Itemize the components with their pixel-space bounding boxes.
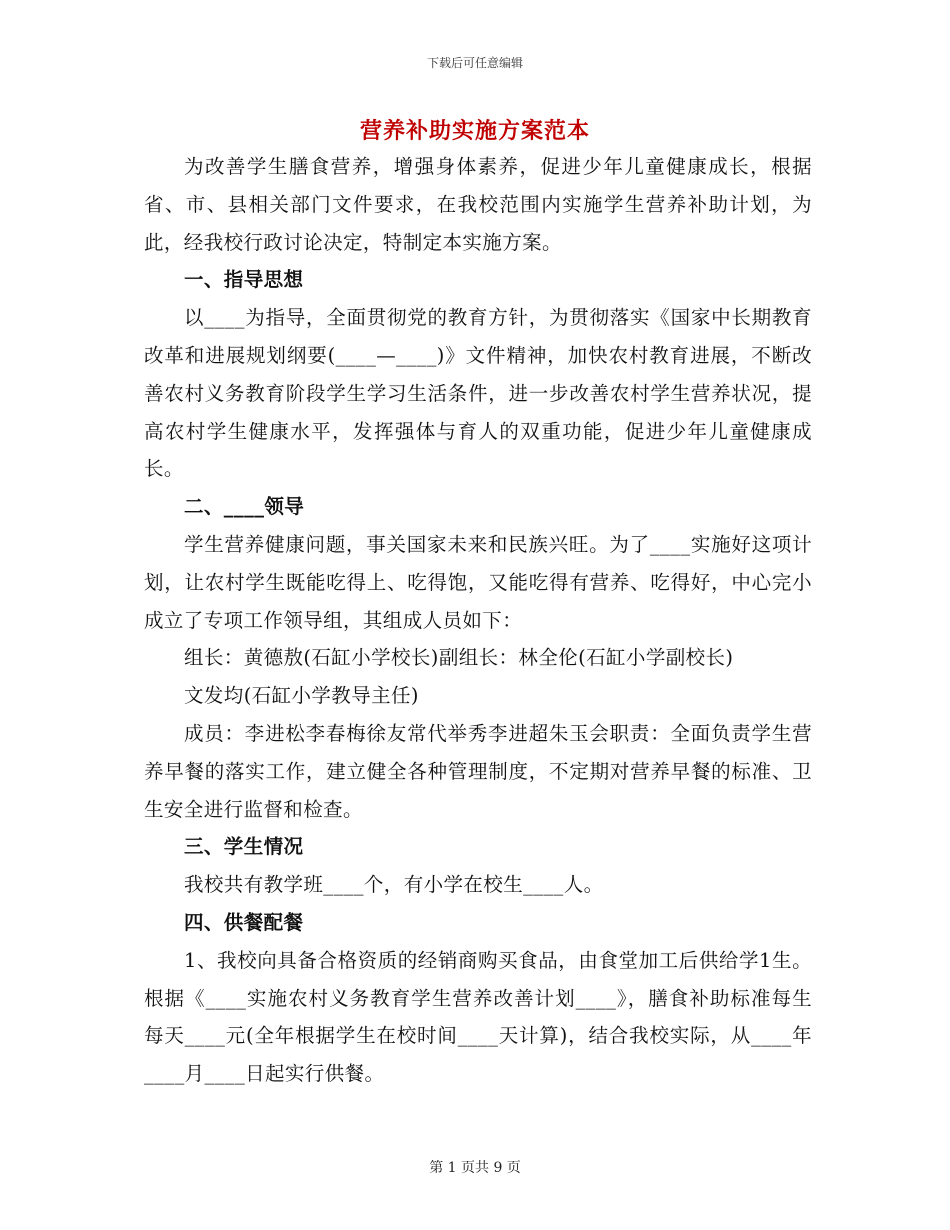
student-situation-paragraph: 我校共有教学班____个，有小学在校生____人。	[184, 873, 604, 897]
members-paragraph: 成员：李进松李春梅徐友常代举秀李进超朱玉会职责：全面负责学生营养早餐的落实工作，建立健全各种管理制度，不定期对营养早餐的标准、卫生安全进行监督和检查。	[144, 721, 812, 821]
leadership-paragraph: 学生营养健康问题，事关国家未来和民族兴旺。为了____实施好这项计划，让农村学生既能吃得上、吃得饱，又能吃得有营养、吃得好，中心完小成立了专项工作领导组，其组成人员如下：	[144, 532, 812, 632]
document-body	[144, 148, 812, 1093]
section-heading-guiding-ideology: 一、指导思想	[184, 268, 304, 292]
guiding-ideology-paragraph: 以____为指导，全面贯彻党的教育方针，为贯彻落实《国家中长期教育改革和进展规划纲要(____—____)》文件精神，加快农村教育进展，不断改善农村义务教育阶段学生学习生活条件，进一步改善农村学生营养状况，提高农村学生健康水平，发挥强体与育人的双重功能，促进少年儿童健康成长。	[144, 306, 812, 481]
page-footer: 第 1 页共 9 页	[429, 1160, 521, 1176]
meal-supply-paragraph: 1、我校向具备合格资质的经销商购买食品，由食堂加工后供给学1生。根据《____实施农村义务教育学生营养改善计划____》，膳食补助标准每生每天____元(全年根据学生在校时间____天计算)，结合我校实际，从____年____月____日起实行供餐。	[144, 948, 812, 1086]
leader-list-line: 组长：黄德敖(石缸小学校长)副组长：林全伦(石缸小学副校长)	[184, 646, 734, 670]
section-heading-meal-supply: 四、供餐配餐	[184, 910, 304, 934]
section-heading-leadership: 二、____领导	[184, 495, 305, 519]
document-title: 营养补助实施方案范本	[359, 118, 590, 144]
section-heading-student-situation: 三、学生情况	[184, 835, 304, 859]
leader-list-line-2: 文发均(石缸小学教导主任)	[184, 684, 419, 708]
page-header: 下载后可任意编辑	[426, 56, 523, 70]
intro-paragraph: 为改善学生膳食营养，增强身体素养，促进少年儿童健康成长，根据省、市、县相关部门文件要求，在我校范围内实施学生营养补助计划，为此，经我校行政讨论决定，特制定本实施方案。	[144, 155, 812, 254]
